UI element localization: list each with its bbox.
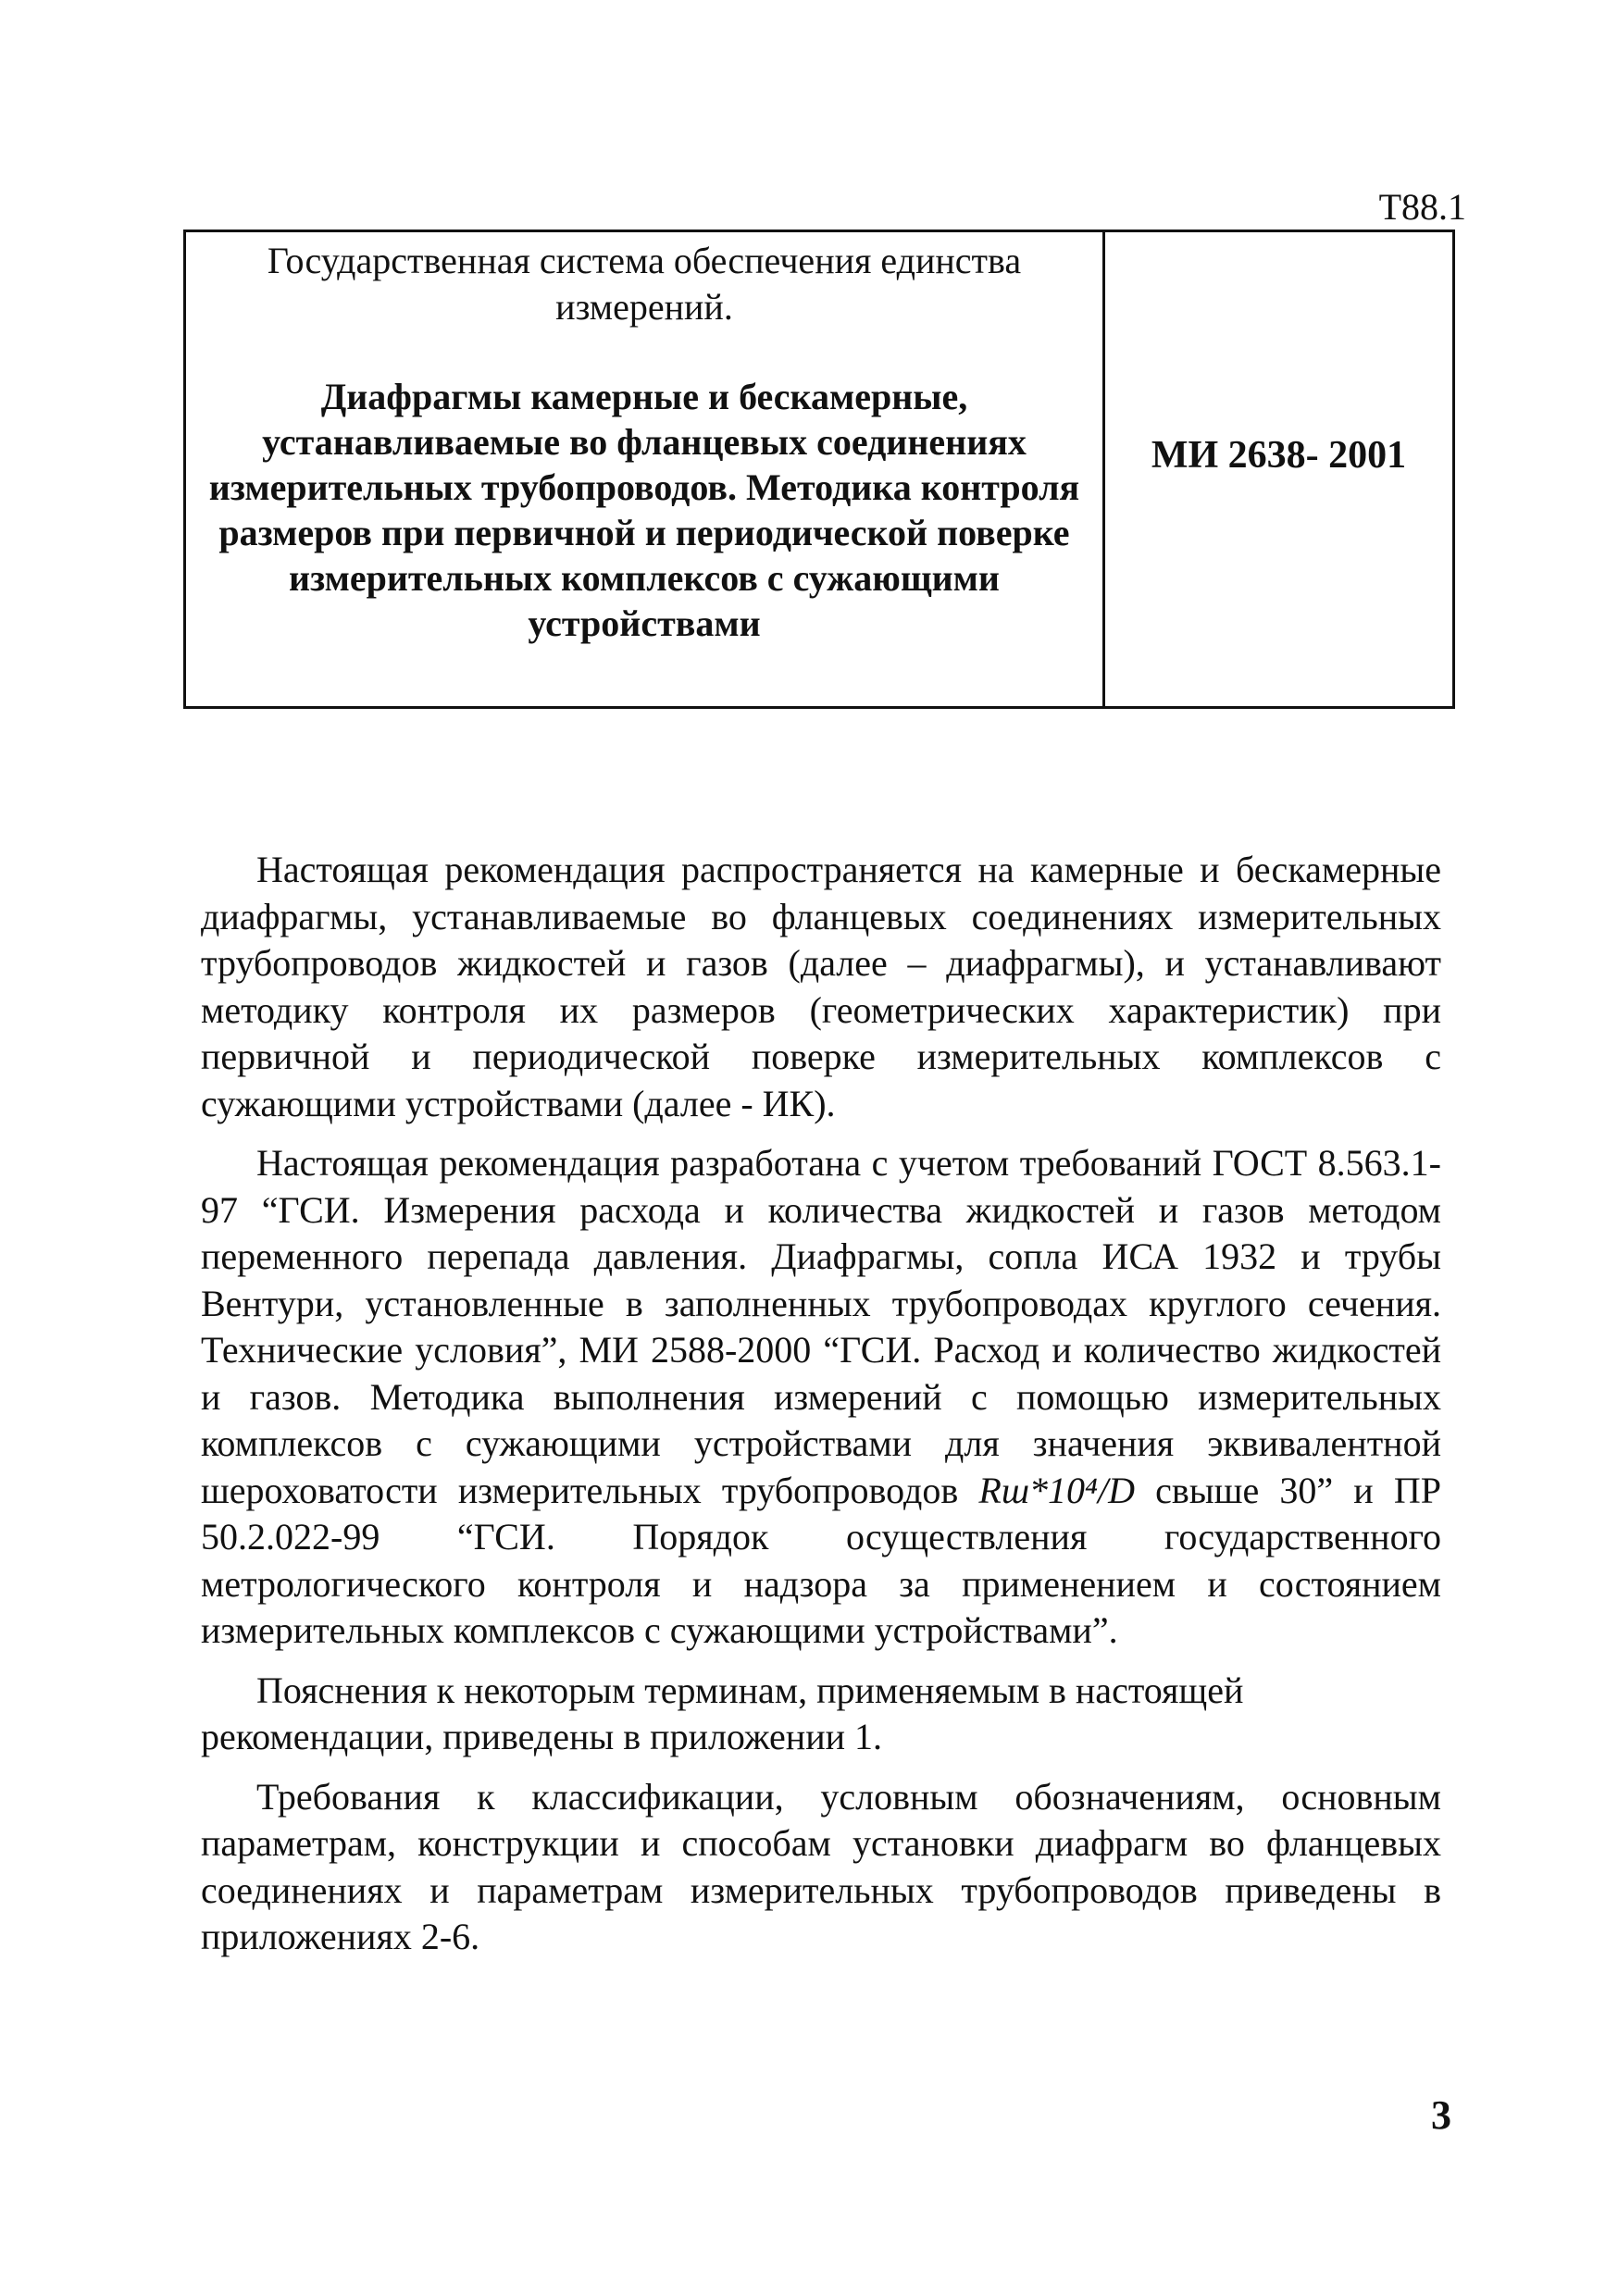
paragraph-terms: Пояснения к некоторым терминам, применяемым в настоящей рекомендации, приведены в приложении 1.: [201, 1669, 1244, 1757]
header-title-cell: [186, 232, 1105, 706]
document-title: Диафрагмы камерные и бескамерные, устанавливаемые во фланцевых соединениях измерительных трубопроводов. Методика контроля размеров при первичной и периодической поверке измерительных комплексов с сужающими устройствами: [208, 376, 1080, 644]
page-number: 3: [1431, 2092, 1451, 2138]
paragraph-references: [201, 1140, 1441, 1655]
paragraph-requirements: Требования к классификации, условным обозначениям, основным параметрам, конструкции и способам установки диафрагм во фланцевых соединениях и параметрам измерительных трубопроводов приведены в приложениях 2-6.: [201, 1775, 1441, 1957]
header-table: [183, 230, 1455, 709]
paragraph-scope: Настоящая рекомендация распространяется на камерные и бескамерные диафрагмы, устанавливаемые во фланцевых соединениях измерительных трубопроводов жидкостей и газов (далее – диафрагмы), и устанавливают методику контроля их размеров (геометрических характеристик) при первичной и периодической поверке измерительных комплексов с сужающими устройствами (далее - ИК).: [201, 849, 1441, 1124]
page-code: Т88.1: [1378, 186, 1466, 228]
references-text-after: свыше 30” и ПР 50.2.022-99 “ГСИ. Порядок осуществления государственного метрологического контроля и надзора за применением и состоянием измерительных комплексов с сужающими устройствами”.: [201, 1469, 1442, 1651]
document-number: МИ 2638- 2001: [1151, 434, 1407, 477]
header-number-cell: [1105, 232, 1452, 706]
references-text-before: Настоящая рекомендация разработана с учетом требований ГОСТ 8.563.1-97 “ГСИ. Измерения расхода и количества жидкостей и газов методом переменного перепада давления. Диафрагмы, сопла ИСА 1932 и трубы Вентури, установленные в заполненных трубопроводах круглого сечения. Технические условия”, МИ 2588-2000 “ГСИ. Расход и количество жидкостей и газов. Методика выполнения измерений с помощью измерительных комплексов с сужающими устройствами для значения эквивалентной шероховатости измерительных трубопроводов: [201, 1142, 1441, 1511]
body-text: [201, 847, 1441, 1974]
roughness-formula: Rш*10⁴/D: [978, 1469, 1135, 1511]
system-title: Государственная система обеспечения единства измерений.: [267, 240, 1022, 328]
